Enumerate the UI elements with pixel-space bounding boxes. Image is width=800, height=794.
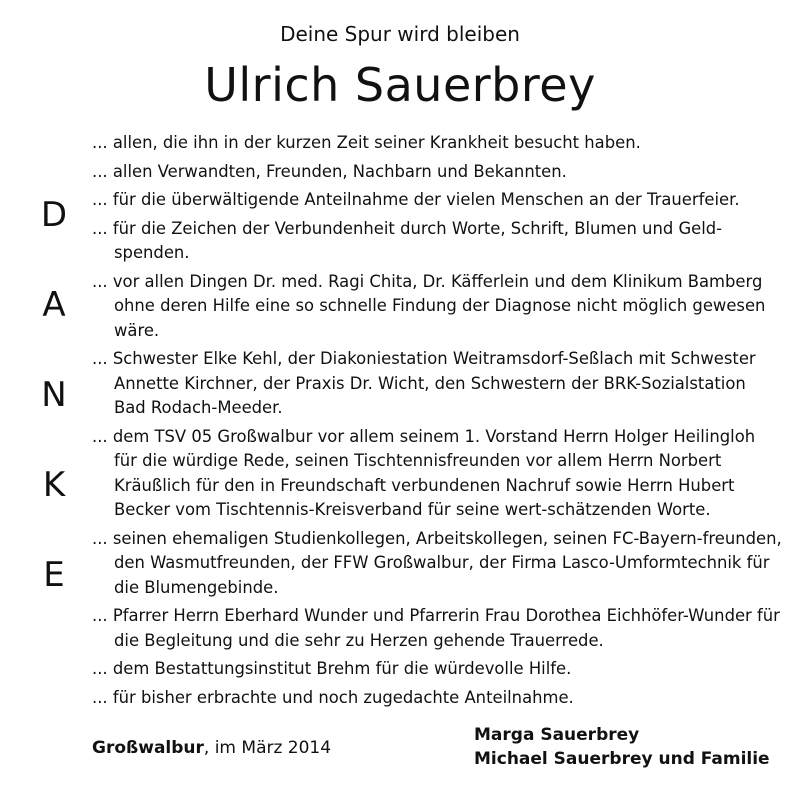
thanks-entry: ... Pfarrer Herrn Eberhard Wunder und Pfarrerin Frau Dorothea Eichhöfer-Wunder für die Begleitung und die sehr zu Herzen gehende Trauerrede. xyxy=(92,606,780,650)
date: , im März 2014 xyxy=(203,738,332,758)
thanks-entry: ... vor allen Dingen Dr. med. Ragi Chita, Dr. Käfferlein und dem Klinikum Bamberg ohne deren Hilfe eine so schnelle Findung der Diagnose nicht möglich gewesen wäre. xyxy=(92,271,766,340)
danke-letter: N xyxy=(41,375,67,415)
place: Großwalbur xyxy=(92,738,204,758)
thanks-entry: ... seinen ehemaligen Studienkollegen, Arbeitskollegen, seinen FC-Bayern-freunden, den Wasmutfreunden, der FFW Großwalbur, der Firma Lasco-Umformtechnik für die Blumengebinde. xyxy=(92,528,782,597)
danke-letter: D xyxy=(40,195,68,235)
thanks-entry: ... dem Bestattungsinstitut Brehm für die würdevolle Hilfe. xyxy=(92,659,572,678)
place-date xyxy=(92,738,331,758)
thanks-entry: ... für die Zeichen der Verbundenheit durch Worte, Schrift, Blumen und Geld-spenden. xyxy=(92,218,723,262)
signer-1: Marga Sauerbrey xyxy=(474,725,640,745)
danke-vertical xyxy=(28,195,80,645)
danke-letter: E xyxy=(43,555,65,595)
signature-block xyxy=(474,723,770,771)
danke-letter: A xyxy=(42,285,66,325)
notice-subtitle: Deine Spur wird bleiben xyxy=(280,22,520,46)
thanks-entry: ... dem TSV 05 Großwalbur vor allem seinem 1. Vorstand Herrn Holger Heilingloh für die würdige Rede, seinen Tischtennisfreunden vor allem Herrn Norbert Kräußlich für den in Freundschaft verbundenen Nachruf sowie Herrn Hubert Becker vom Tischtennis-Kreisverband für seine wert-schätzenden Worte. xyxy=(92,426,756,519)
thanks-entry: ... Schwester Elke Kehl, der Diakoniestation Weitramsdorf-Seßlach mit Schwester Annette Kirchner, der Praxis Dr. Wicht, den Schwestern der BRK-Sozialstation Bad Rodach-Meeder. xyxy=(92,349,756,417)
signer-2: Michael Sauerbrey und Familie xyxy=(474,749,770,769)
thanks-entry: ... für bisher erbrachte und noch zugedachte Anteilnahme. xyxy=(92,687,574,707)
thanks-entry: ... für die überwältigende Anteilnahme der vielen Menschen an der Trauerfeier. xyxy=(92,190,740,209)
thanks-entry: ... allen, die ihn in der kurzen Zeit seiner Krankheit besucht haben. xyxy=(92,133,641,152)
danke-letter: K xyxy=(42,465,66,505)
thanks-entry: ... allen Verwandten, Freunden, Nachbarn und Bekannten. xyxy=(92,161,567,181)
thanks-list xyxy=(92,131,782,710)
deceased-name: Ulrich Sauerbrey xyxy=(204,58,596,112)
